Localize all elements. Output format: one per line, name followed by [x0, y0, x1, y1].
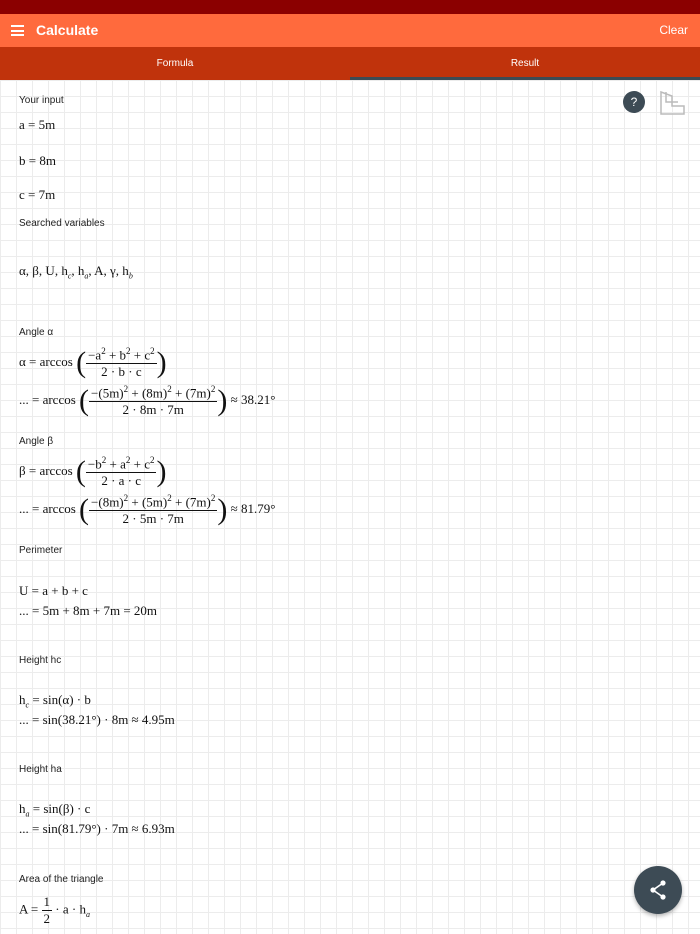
menu-icon[interactable] [11, 25, 24, 36]
alpha-result: ≈ 38.21° [230, 392, 276, 408]
share-button[interactable] [634, 866, 682, 914]
height-ha-formula: $h_a = \sin(\beta) \cdot c$ [19, 801, 91, 819]
beta-result: ≈ 81.79° [230, 501, 276, 517]
beta-calculation: ... = arccos ( $\frac{-(8m)^2 + (5m)^2 + (7m)^2}{2 \cdot 5m \cdot 7m}$ ) ≈ 81.79° [19, 493, 276, 527]
searched-variables: α, β, U, $h_c$, $h_a$, A, γ, $h_b$ [19, 263, 133, 281]
tab-result[interactable]: Result [510, 58, 540, 69]
input-b: b = 8m [19, 153, 56, 168]
height-hc-label: Height hc [19, 655, 62, 666]
tab-formula[interactable]: Formula [156, 58, 194, 69]
area-label: Area of the triangle [19, 874, 104, 885]
beta-formula: β = arccos ( $\frac{-b^2 + a^2 + c^2}{2 \cdot a \cdot c}$ ) [19, 455, 167, 489]
angle-alpha-label: Angle α [19, 327, 54, 338]
share-icon [634, 866, 682, 914]
alpha-formula: α = arccos ( $\frac{-a^2 + b^2 + c^2}{2 \cdot b \cdot c}$ ) [19, 346, 167, 380]
perimeter-label: Perimeter [19, 545, 63, 556]
input-label: Your input [19, 95, 64, 106]
perimeter-formula: U = a + b + c [19, 583, 88, 598]
height-ha-result: ... = sin(81.79°) · 7m ≈ 6.93m [19, 821, 175, 836]
area-formula: A = $\frac{1}{2}$ · $a \cdot h_a$ [19, 894, 90, 926]
tab-bar [0, 47, 700, 80]
height-ha-label: Height ha [19, 764, 62, 775]
alpha-calculation: ... = arccos ( $\frac{-(5m)^2 + (8m)^2 + (7m)^2}{2 \cdot 8m \cdot 7m}$ ) ≈ 38.21° [19, 384, 276, 418]
app-bar [0, 14, 700, 47]
status-bar [0, 0, 700, 14]
height-hc-formula: $h_c = \sin(\alpha) \cdot b$ [19, 692, 91, 710]
triangle-icon[interactable] [658, 90, 686, 116]
searched-label: Searched variables [19, 218, 105, 229]
perimeter-result: ... = 5m + 8m + 7m = 20m [19, 603, 158, 618]
help-icon[interactable]: ? [623, 91, 645, 113]
input-a: a = 5m [19, 117, 56, 132]
input-c: c = 7m [19, 187, 56, 202]
angle-beta-label: Angle β [19, 436, 54, 447]
app-title: Calculate [36, 22, 99, 38]
result-content[interactable] [0, 80, 700, 934]
height-hc-result: ... = sin(38.21°) · 8m ≈ 4.95m [19, 712, 175, 727]
clear-button[interactable]: Clear [659, 23, 688, 37]
